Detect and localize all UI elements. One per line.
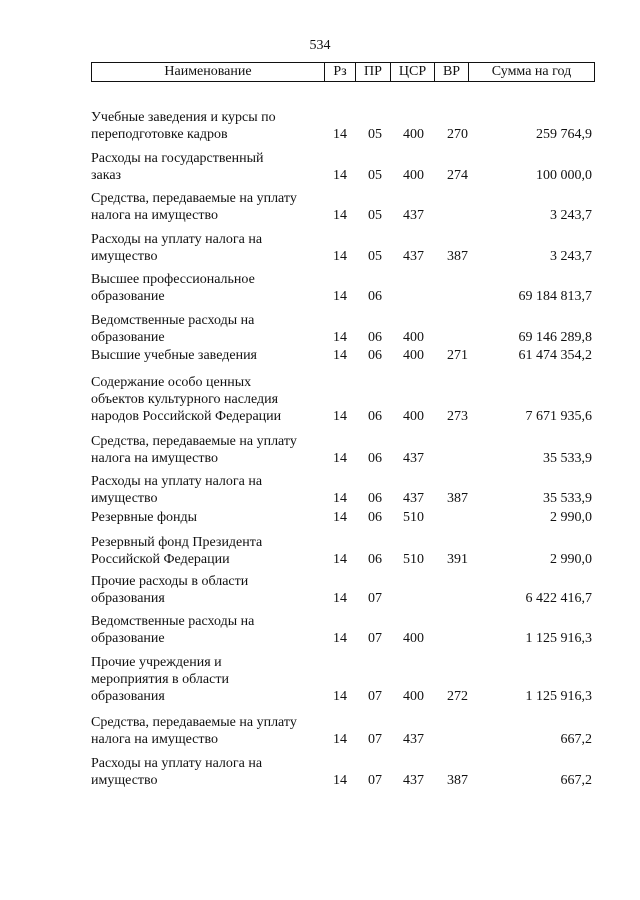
row-name: Средства, передаваемые на уплату налога на имущество — [91, 434, 297, 466]
row-name: Средства, передаваемые на уплату налога на имущество — [91, 191, 297, 223]
row-sum: 7 671 935,6 — [525, 409, 592, 424]
row-csr: 437 — [403, 491, 424, 506]
row-name: Высшие учебные заведения — [91, 348, 257, 363]
table-header — [91, 62, 595, 82]
row-name: Расходы на уплату налога на имущество — [91, 474, 263, 506]
row-pr: 07 — [368, 773, 382, 788]
row-pr: 07 — [368, 732, 382, 747]
table-row — [0, 347, 640, 364]
row-sum: 61 474 354,2 — [518, 348, 592, 363]
row-pr: 06 — [368, 552, 382, 567]
row-sum: 100 000,0 — [536, 168, 592, 183]
row-rz: 14 — [333, 348, 347, 363]
row-rz: 14 — [333, 249, 347, 264]
row-vr: 387 — [447, 491, 468, 506]
row-csr: 437 — [403, 208, 424, 223]
row-sum: 3 243,7 — [550, 208, 592, 223]
row-vr: 273 — [447, 409, 468, 424]
row-csr: 400 — [403, 127, 424, 142]
row-vr: 271 — [447, 348, 468, 363]
row-csr: 400 — [403, 168, 424, 183]
row-sum: 1 125 916,3 — [525, 689, 592, 704]
row-name: Ведомственные расходы на образование — [91, 614, 255, 646]
row-pr: 06 — [368, 451, 382, 466]
row-sum: 69 184 813,7 — [518, 289, 592, 304]
row-name: Высшее профессиональное образование — [91, 272, 255, 304]
row-sum: 667,2 — [560, 732, 592, 747]
row-sum: 35 533,9 — [543, 451, 592, 466]
table-row — [0, 473, 640, 507]
row-pr: 07 — [368, 591, 382, 606]
row-csr: 400 — [403, 631, 424, 646]
row-rz: 14 — [333, 510, 347, 525]
row-name: Прочие учреждения и мероприятия в области образования — [91, 655, 229, 704]
table-row — [0, 271, 640, 305]
row-csr: 437 — [403, 732, 424, 747]
row-sum: 259 764,9 — [536, 127, 592, 142]
row-pr: 05 — [368, 127, 382, 142]
row-sum: 2 990,0 — [550, 510, 592, 525]
row-pr: 05 — [368, 208, 382, 223]
table-row — [0, 573, 640, 607]
row-pr: 06 — [368, 510, 382, 525]
row-name: Резервный фонд Президента Российской Федерации — [91, 535, 263, 567]
row-name: Расходы на уплату налога на имущество — [91, 756, 263, 788]
table-row — [0, 190, 640, 224]
row-sum: 2 990,0 — [550, 552, 592, 567]
row-vr: 272 — [447, 689, 468, 704]
header-vr: ВР — [435, 63, 469, 81]
row-rz: 14 — [333, 491, 347, 506]
row-rz: 14 — [333, 451, 347, 466]
row-name: Средства, передаваемые на уплату налога на имущество — [91, 715, 297, 747]
row-pr: 06 — [368, 491, 382, 506]
row-csr: 510 — [403, 552, 424, 567]
table-row — [0, 312, 640, 346]
row-rz: 14 — [333, 732, 347, 747]
row-pr: 06 — [368, 330, 382, 345]
row-rz: 14 — [333, 591, 347, 606]
table-row — [0, 509, 640, 526]
table-row — [0, 150, 640, 184]
row-rz: 14 — [333, 289, 347, 304]
row-sum: 35 533,9 — [543, 491, 592, 506]
table-row — [0, 109, 640, 143]
row-pr: 05 — [368, 249, 382, 264]
row-rz: 14 — [333, 552, 347, 567]
row-csr: 400 — [403, 330, 424, 345]
row-rz: 14 — [333, 773, 347, 788]
row-csr: 400 — [403, 409, 424, 424]
row-vr: 387 — [447, 249, 468, 264]
row-sum: 3 243,7 — [550, 249, 592, 264]
row-name: Расходы на государственный заказ — [91, 151, 264, 183]
row-csr: 400 — [403, 348, 424, 363]
row-csr: 400 — [403, 689, 424, 704]
row-pr: 05 — [368, 168, 382, 183]
row-pr: 06 — [368, 289, 382, 304]
row-vr: 391 — [447, 552, 468, 567]
table-row — [0, 231, 640, 265]
row-vr: 274 — [447, 168, 468, 183]
row-rz: 14 — [333, 409, 347, 424]
header-name: Наименование — [92, 63, 325, 81]
table-row — [0, 374, 640, 425]
header-rz: Рз — [325, 63, 356, 81]
header-csr: ЦСР — [391, 63, 435, 81]
row-sum: 6 422 416,7 — [525, 591, 592, 606]
row-pr: 07 — [368, 631, 382, 646]
row-csr: 437 — [403, 773, 424, 788]
table-row — [0, 654, 640, 705]
row-pr: 07 — [368, 689, 382, 704]
header-sum: Сумма на год — [491, 64, 572, 79]
row-csr: 437 — [403, 451, 424, 466]
page-number: 534 — [309, 38, 331, 53]
row-csr: 437 — [403, 249, 424, 264]
row-rz: 14 — [333, 689, 347, 704]
row-rz: 14 — [333, 208, 347, 223]
row-pr: 06 — [368, 409, 382, 424]
header-pr: ПР — [356, 63, 391, 81]
table-row — [0, 433, 640, 467]
row-sum: 667,2 — [560, 773, 592, 788]
row-rz: 14 — [333, 168, 347, 183]
row-name: Ведомственные расходы на образование — [91, 313, 255, 345]
table-row — [0, 534, 640, 568]
row-sum: 69 146 289,8 — [518, 330, 592, 345]
row-pr: 06 — [368, 348, 382, 363]
table-row — [0, 755, 640, 789]
row-name: Содержание особо ценных объектов культурного наследия народов Российской Федерации — [91, 375, 282, 424]
row-vr: 387 — [447, 773, 468, 788]
row-rz: 14 — [333, 127, 347, 142]
row-name: Прочие расходы в области образования — [91, 574, 249, 606]
row-name: Учебные заведения и курсы по переподготовке кадров — [91, 110, 276, 142]
row-csr: 510 — [403, 510, 424, 525]
row-vr: 270 — [447, 127, 468, 142]
table-row — [0, 613, 640, 647]
row-name: Расходы на уплату налога на имущество — [91, 232, 263, 264]
table-row — [0, 714, 640, 748]
row-name: Резервные фонды — [91, 510, 198, 525]
row-sum: 1 125 916,3 — [525, 631, 592, 646]
row-rz: 14 — [333, 631, 347, 646]
row-rz: 14 — [333, 330, 347, 345]
